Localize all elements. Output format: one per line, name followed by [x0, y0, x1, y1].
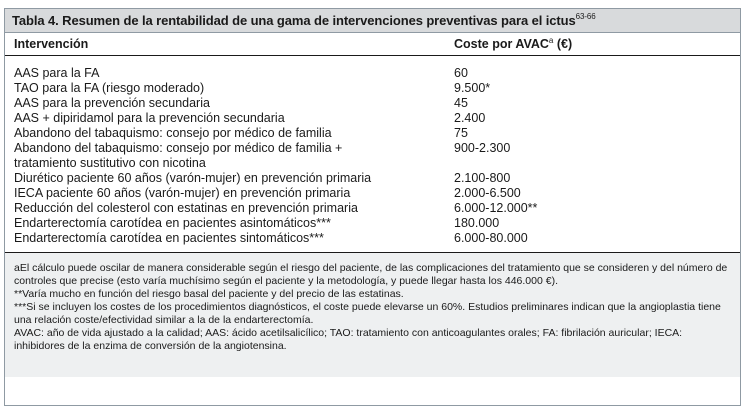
table-row	[5, 201, 740, 216]
table-row	[5, 231, 740, 246]
table-title	[5, 9, 740, 33]
table-footnotes	[5, 253, 740, 377]
table-row	[5, 141, 740, 171]
footnote: **Varía mucho en función del riesgo basal del paciente y del precio de las estatinas.	[14, 288, 404, 300]
table-row	[5, 66, 740, 81]
row-intervention: AAS + dipiridamol para la prevención secundaria	[14, 111, 285, 125]
row-cost: 2.400	[454, 111, 486, 125]
row-intervention: Abandono del tabaquismo: consejo por médico de familia + tratamiento sustitutivo con nicotina	[14, 141, 343, 170]
table-row	[5, 126, 740, 141]
table-row	[5, 111, 740, 126]
table-title-reference: 63-66	[575, 12, 596, 21]
row-intervention: IECA paciente 60 años (varón-mujer) en prevención primaria	[14, 186, 351, 200]
table-row	[5, 216, 740, 231]
header-cost-superscript: a	[548, 36, 554, 45]
row-intervention: Endarterectomía carotídea en pacientes sintomáticos***	[14, 231, 324, 245]
header-cost-label: Coste por AVAC	[454, 37, 549, 51]
row-intervention: AAS para la prevención secundaria	[14, 96, 210, 110]
row-cost: 6.000-12.000**	[454, 201, 538, 215]
table-row	[5, 171, 740, 186]
table-row	[5, 186, 740, 201]
table-header-row	[5, 33, 740, 56]
row-cost: 900-2.300	[454, 141, 511, 155]
table-body	[5, 56, 740, 253]
row-intervention: Reducción del colesterol con estatinas en prevención primaria	[14, 201, 358, 215]
footnote: ***Si se incluyen los costes de los procedimientos diagnósticos, el coste puede elevarse un 60%. Estudios preliminares indican que la angioplastia tiene una relación coste/efectividad similar a la de la endarterectomía.	[14, 301, 721, 326]
table-bottom-rule	[5, 252, 740, 253]
footnote: AVAC: año de vida ajustado a la calidad; AAS: ácido acetilsalicílico; TAO: tratamiento con anticoagulantes orales; FA: fibrilación auricular; IECA: inhibidores de la enzima de conversión de la angiotensina.	[14, 327, 683, 352]
table-row	[5, 96, 740, 111]
row-cost: 75	[454, 126, 468, 140]
header-intervention: Intervención	[14, 37, 89, 51]
header-cost-unit: (€)	[553, 37, 573, 51]
row-cost: 2.000-6.500	[454, 186, 521, 200]
row-cost: 45	[454, 96, 468, 110]
row-cost: 60	[454, 66, 468, 80]
row-intervention: Diurético paciente 60 años (varón-mujer) en prevención primaria	[14, 171, 372, 185]
table-row	[5, 81, 740, 96]
header-cost	[454, 33, 572, 55]
table-container	[4, 8, 741, 406]
row-cost: 2.100-800	[454, 171, 511, 185]
row-cost: 180.000	[454, 216, 500, 230]
row-intervention: Endarterectomía carotídea en pacientes asintomáticos***	[14, 216, 331, 230]
footnote: aEl cálculo puede oscilar de manera considerable según el riesgo del paciente, de las complicaciones del tratamiento que se consideren y del número de controles que precise (esto varía muchísimo según el paciente y la metodología, y puede llegar hasta los 446.000 €).	[14, 262, 728, 287]
row-intervention: Abandono del tabaquismo: consejo por médico de familia	[14, 126, 332, 140]
row-intervention: TAO para la FA (riesgo moderado)	[14, 81, 205, 95]
table-title-text: Tabla 4. Resumen de la rentabilidad de una gama de intervenciones preventivas para el ictus	[12, 13, 576, 28]
row-cost: 9.500*	[454, 81, 491, 95]
row-cost: 6.000-80.000	[454, 231, 528, 245]
row-intervention: AAS para la FA	[14, 66, 100, 80]
